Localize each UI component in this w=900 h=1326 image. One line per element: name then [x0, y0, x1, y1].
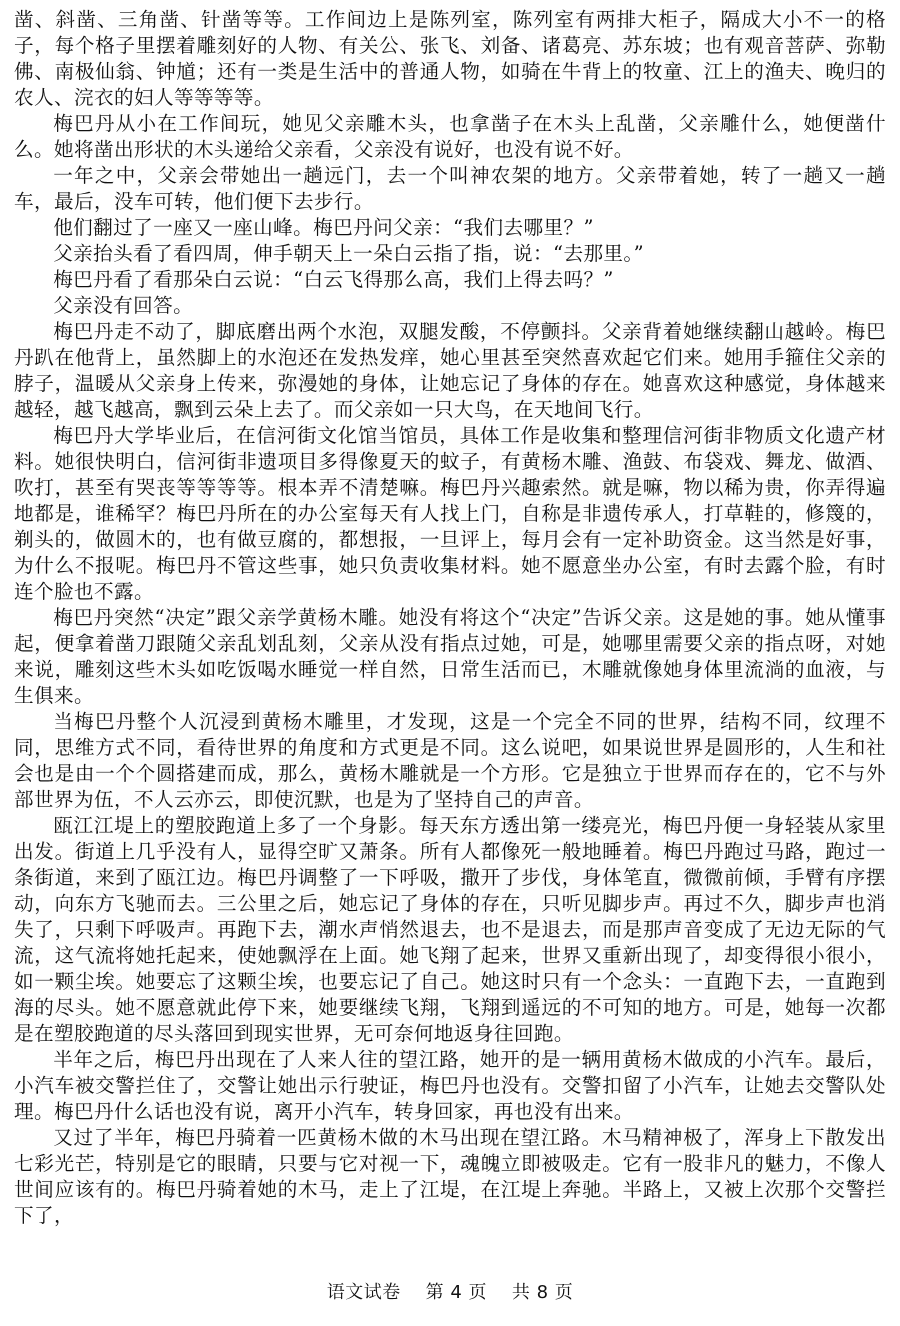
paragraph: 父亲没有回答。 [53, 294, 194, 317]
footer-total-pages: 共 8 页 [511, 1282, 574, 1303]
page-footer [0, 1281, 900, 1305]
paragraph: 他们翻过了一座又一座山峰。梅巴丹问父亲：“我们去哪里？” [53, 216, 594, 239]
paragraph: 梅巴丹大学毕业后，在信河街文化馆当馆员，具体工作是收集和整理信河街非物质文化遗产材料。她很快明白，信河街非遗项目多得像夏天的蚊子，有黄杨木雕、渔鼓、布袋戏、舞龙、做酒、吹打，甚至有哭丧等等等等。根本弄不清楚嘛。梅巴丹兴趣索然。就是嘛，物以稀为贵，你弄得遍地都是，谁稀罕？梅巴丹所在的办公室每天有人找上门，自称是非遗传承人，打草鞋的，修篾的，剃头的，做圆木的，也有做豆腐的，都想报，一旦评上，每月会有一定补助资金。这当然是好事，为什么不报呢。梅巴丹不管这些事，她只负责收集材料。她不愿意坐办公室，有时去露个脸，有时连个脸也不露。 [14, 424, 886, 603]
paragraph: 又过了半年，梅巴丹骑着一匹黄杨木做的木马出现在望江路。木马精神极了，浑身上下散发出七彩光芒，特别是它的眼睛，只要与它对视一下，魂魄立即被吸走。它有一股非凡的魅力，不像人世间应该有的。梅巴丹骑着她的木马，走上了江堤，在江堤上奔驰。半路上，又被上次那个交警拦下了， [14, 1126, 886, 1227]
article-body [14, 7, 886, 1229]
footer-subject: 语文试卷 [326, 1282, 401, 1303]
paragraph: 梅巴丹走不动了，脚底磨出两个水泡，双腿发酸，不停颤抖。父亲背着她继续翻山越岭。梅巴丹趴在他背上，虽然脚上的水泡还在发热发痒，她心里甚至突然喜欢起它们来。她用手箍住父亲的脖子，温暖从父亲身上传来，弥漫她的身体，让她忘记了身体的存在。她喜欢这种感觉，身体越来越轻，越飞越高，飘到云朵上去了。而父亲如一只大鸟，在天地间飞行。 [14, 320, 886, 421]
paragraph: 一年之中，父亲会带她出一趟远门，去一个叫神农架的地方。父亲带着她，转了一趟又一趟车，最后，没车可转，他们便下去步行。 [14, 164, 886, 213]
paragraph: 梅巴丹突然“决定”跟父亲学黄杨木雕。她没有将这个“决定”告诉父亲。这是她的事。她从懂事起，便拿着凿刀跟随父亲乱划乱刻，父亲从没有指点过她，可是，她哪里需要父亲的指点呀，对她来说，雕刻这些木头如吃饭喝水睡觉一样自然，日常生活而已，木雕就像她身体里流淌的血液，与生俱来。 [14, 606, 886, 707]
paragraph: 梅巴丹看了看那朵白云说：“白云飞得那么高，我们上得去吗？” [53, 268, 614, 291]
paragraph: 凿、斜凿、三角凿、针凿等等。工作间边上是陈列室，陈列室有两排大柜子，隔成大小不一的格子，每个格子里摆着雕刻好的人物、有关公、张飞、刘备、诸葛亮、苏东坡；也有观音菩萨、弥勒佛、南极仙翁、钟馗；还有一类是生活中的普通人物，如骑在牛背上的牧童、江上的渔夫、晚归的农人、浣衣的妇人等等等等。 [14, 8, 886, 109]
paragraph: 半年之后，梅巴丹出现在了人来人往的望江路，她开的是一辆用黄杨木做成的小汽车。最后，小汽车被交警拦住了，交警让她出示行驶证，梅巴丹也没有。交警扣留了小汽车，让她去交警队处理。梅巴丹什么话也没有说，离开小汽车，转身回家，再也没有出来。 [14, 1048, 886, 1123]
paragraph: 父亲抬头看了看四周，伸手朝天上一朵白云指了指，说：“去那里。” [53, 242, 645, 265]
footer-page-number: 第 4 页 [425, 1282, 487, 1303]
paragraph: 瓯江江堤上的塑胶跑道上多了一个身影。每天东方透出第一缕亮光，梅巴丹便一身轻装从家里出发。街道上几乎没有人，显得空旷又萧条。所有人都像死一般地睡着。梅巴丹跑过马路，跑过一条街道，来到了瓯江边。梅巴丹调整了一下呼吸，撒开了步伐，身体笔直，微微前倾，手臂有序摆动，向东方飞驰而去。三公里之后，她忘记了身体的存在，只听见脚步声。再过不久，脚步声也消失了，只剩下呼吸声。再跑下去，潮水声悄然退去，也不是退去，而是那声音变成了无边无际的气流，这气流将她托起来，使她飘浮在上面。她飞翔了起来，世界又重新出现了，却变得很小很小，如一颗尘埃。她要忘了这颗尘埃，也要忘记了自己。她这时只有一个念头：一直跑下去，一直跑到海的尽头。她不愿意就此停下来，她要继续飞翔，飞翔到遥远的不可知的地方。可是，她每一次都是在塑胶跑道的尽头落回到现实世界，无可奈何地返身往回跑。 [14, 814, 886, 1045]
paragraph: 梅巴丹从小在工作间玩，她见父亲雕木头，也拿凿子在木头上乱凿，父亲雕什么，她便凿什么。她将凿出形状的木头递给父亲看，父亲没有说好，也没有说不好。 [14, 112, 886, 161]
paragraph: 当梅巴丹整个人沉浸到黄杨木雕里，才发现，这是一个完全不同的世界，结构不同，纹理不同，思维方式不同，看待世界的角度和方式更是不同。这么说吧，如果说世界是圆形的，人生和社会也是由一个个圆搭建而成，那么，黄杨木雕就是一个方形。它是独立于世界而存在的，它不与外部世界为伍，不人云亦云，即使沉默，也是为了坚持自己的声音。 [14, 710, 886, 811]
